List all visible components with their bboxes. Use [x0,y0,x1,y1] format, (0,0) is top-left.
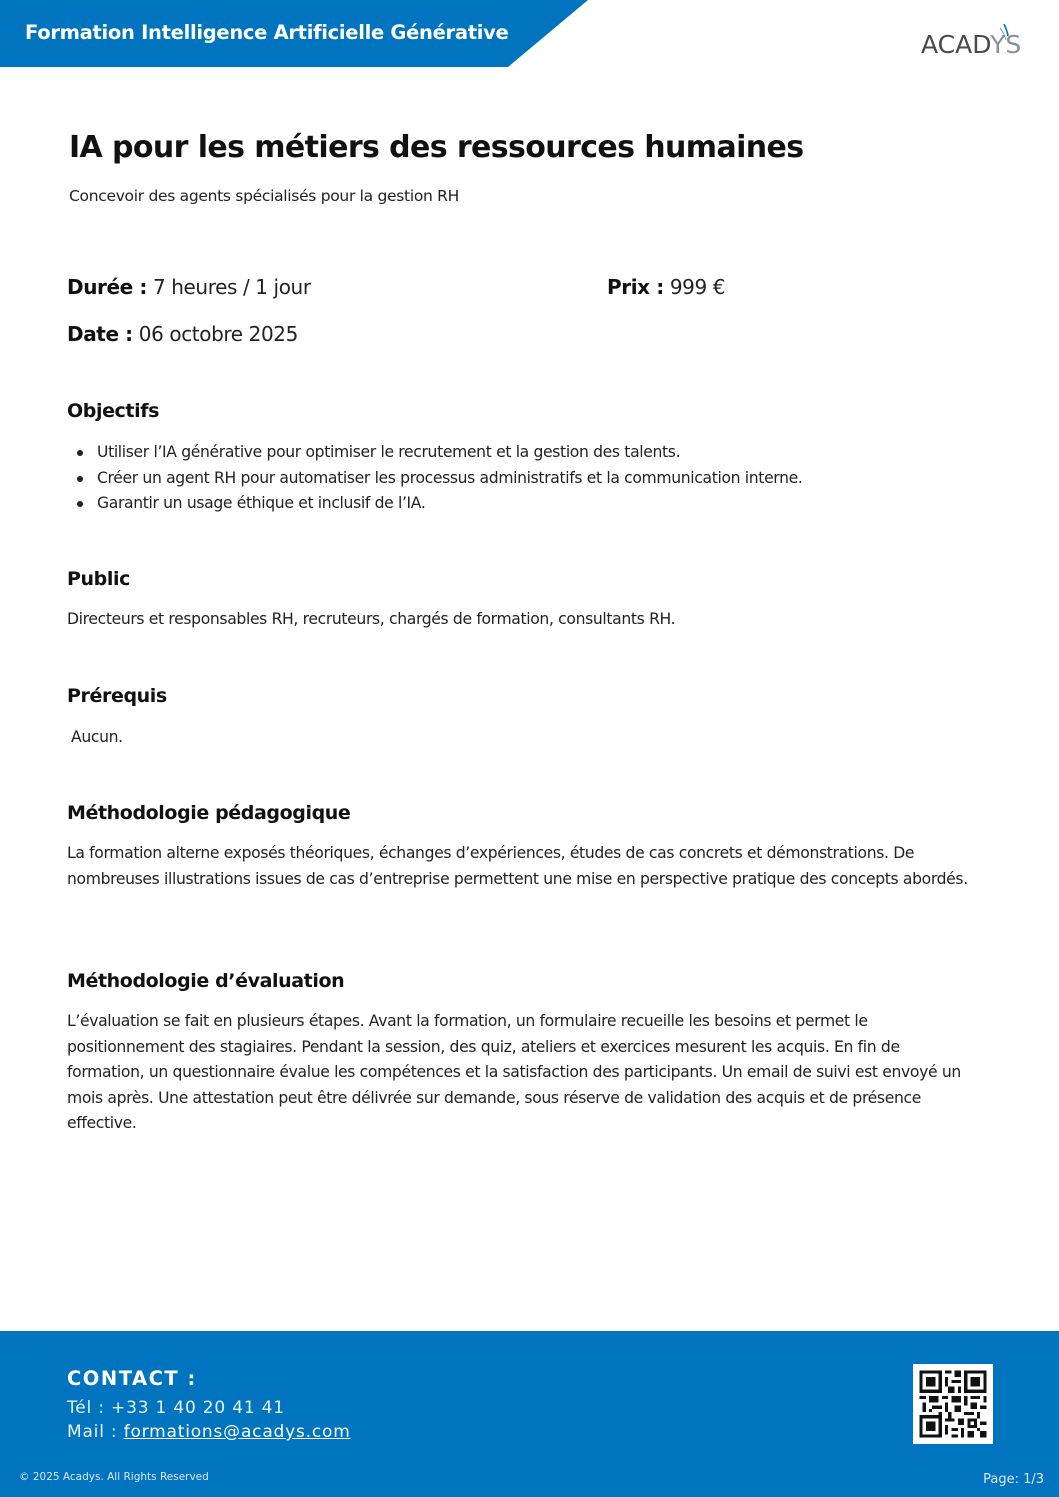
evaluation-text: L’évaluation se fait en plusieurs étapes. Avant la formation, un formulaire recueille les besoins et permet le positionnement des stagiaires. Pendant la session, des quiz, ateliers et exercices mesurent les acquis. En fin de formation, un questionnaire évalue les compétences et la satisfaction des participants. Un email de suivi est envoyé un mois après. Une attestation peut être délivrée sur demande, sous réserve de validation des acquis et de présence effective. [67,1012,961,1132]
copyright: © 2025 Acadys. All Rights Reserved [19,1471,209,1483]
date-label: Date : [67,322,133,346]
list-item-text: Garantir un usage éthique et inclusif de l’IA. [97,494,426,512]
contact-phone [67,1398,285,1418]
page-subtitle: Concevoir des agents spécialisés pour la gestion RH [69,187,459,205]
qr-code-graphic [913,1364,993,1444]
bullet-icon [77,476,83,482]
logo-text: ACADYS [921,30,1022,59]
duration-label: Durée : [67,275,147,299]
contact-title: CONTACT : [67,1367,197,1390]
duration [67,275,311,299]
mail-label: Mail : [67,1422,118,1442]
objectives-list [67,440,802,517]
price [607,275,725,299]
price-value: 999 € [669,275,726,299]
page-title: IA pour les métiers des ressources humaines [69,130,804,165]
date [67,322,298,346]
footer [0,1331,1059,1497]
bullet-icon [77,501,83,507]
page-number: Page: 1/3 [983,1472,1044,1487]
acadys-logo [921,22,1033,62]
list-item [67,466,802,492]
objectives-heading: Objectifs [67,400,159,422]
prerequisites-heading: Prérequis [67,685,167,707]
phone-value: +33 1 40 20 41 41 [111,1398,285,1418]
evaluation-heading: Méthodologie d’évaluation [67,970,345,992]
prerequisites-text: Aucun. [71,728,123,746]
list-item-text: Créer un agent RH pour automatiser les processus administratifs et la communication interne. [97,468,803,487]
bullet-icon [77,450,83,456]
contact-mail [67,1422,351,1442]
public-text: Directeurs et responsables RH, recruteurs, chargés de formation, consultants RH. [67,610,676,628]
duration-value: 7 heures / 1 jour [152,275,311,299]
qr-code-icon [913,1364,993,1444]
price-label: Prix : [607,275,664,299]
list-item [67,440,802,466]
pedagogy-heading: Méthodologie pédagogique [67,802,351,824]
date-value: 06 octobre 2025 [138,322,298,346]
mail-link[interactable]: formations@acadys.com [123,1422,351,1442]
public-heading: Public [67,568,130,590]
pedagogy-text: La formation alterne exposés théoriques, échanges d’expériences, études de cas concrets et démonstrations. De nombreuses illustrations issues de cas d’entreprise permettent une mise en perspective pratique des concepts abordés. [67,844,968,888]
list-item-text: Utiliser l’IA générative pour optimiser le recrutement et la gestion des talents. [97,443,681,461]
banner-title: Formation Intelligence Artificielle Générative [25,21,509,44]
phone-label: Tél : [67,1398,105,1418]
list-item [67,491,802,517]
